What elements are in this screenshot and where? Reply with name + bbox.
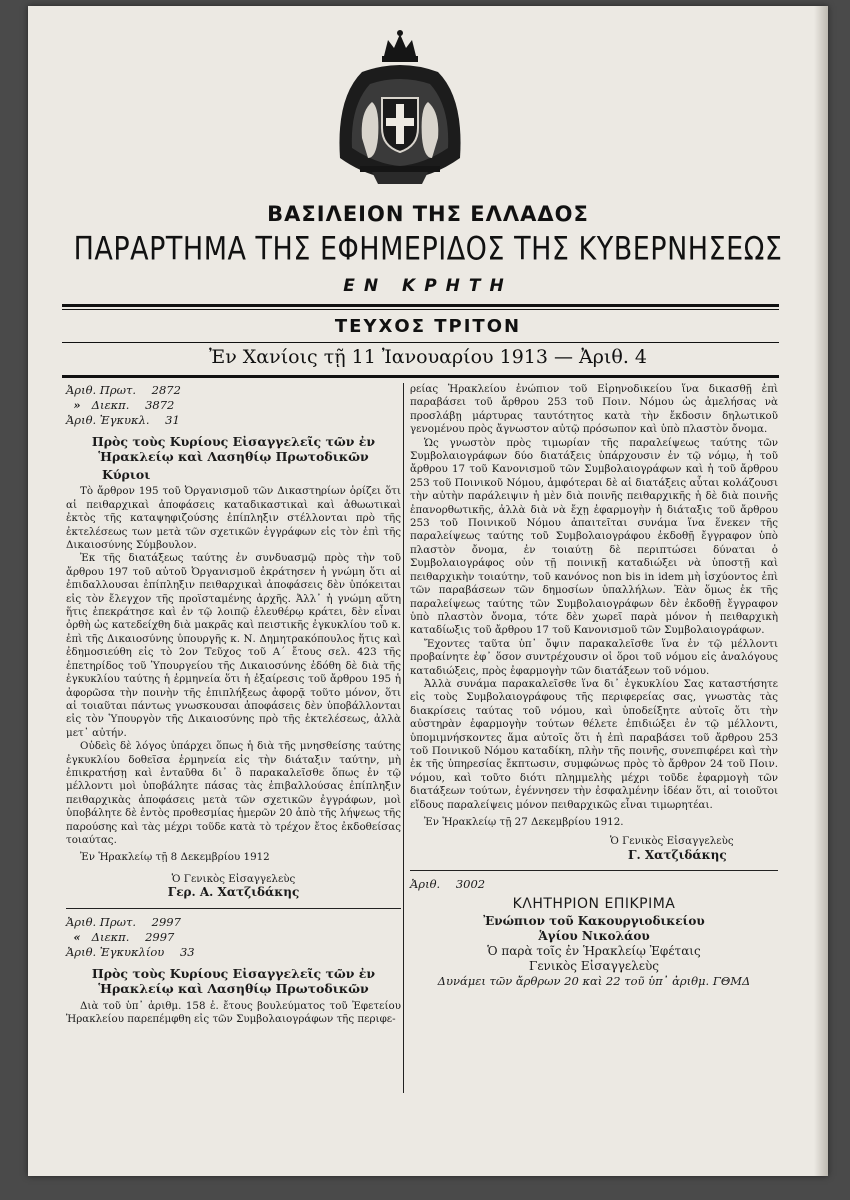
- signature-name: Γερ. Α. Χατζιδάκης: [167, 885, 300, 900]
- reference-protocol: Ἀριθ. Πρωτ. 2872: [66, 383, 181, 397]
- signature-role: Ὁ Γενικὸς Εἰσαγγελεὺς: [610, 835, 734, 848]
- issue-rule: [62, 342, 779, 343]
- masthead-rule: [62, 304, 779, 307]
- reference-dispatch: « Διεκπ. 2997: [73, 929, 175, 944]
- circular-addressee: Πρὸς τοὺς Κυρίους Εἰσαγγελεῖς τῶν ἐν Ἡρακλείῳ καὶ Λασηθίῳ Πρωτοδικῶν: [91, 965, 376, 996]
- body-paragraph: Ὡς γνωστὸν πρὸς τιμωρίαν τῆς παραλείψεως ταύτης τῶν Συμβολαιογράφων δύο διατάξεις ὑπάρχουσιν ἐν τῷ νόμῳ, ἡ τοῦ ἄρθρου 17 τοῦ Κανονισμοῦ τῶν Συμβολαιογράφων καὶ ἡ τοῦ ἄρθρου 253 τοῦ Ποινικοῦ Νόμου, ἀμφότεραι δὲ αἱ διατάξεις αὗται κολάζουσι τὴν αὐτὴν παράλειψιν ἡ μὲν διὰ ποινῆς πειθαρχικῆς ἡ δὲ διὰ ποινῆς ἐπανορθωτικῆς, ἀλλὰ διὰ νὰ ἔχῃ ἐφαρμογὴν ἡ διάταξις τοῦ ἄρθρου 253 τοῦ Ποινικοῦ Νόμου ἀπαιτεῖται συνάμα ἵνα ἕνεκεν τῆς παραλείψεως ταύτης τοῦ Συμβολαιογράφου ἐκδοθῇ ἔγγραφον ὑπὸ πλαστὸν ὄνομα, ἐν τοιαύτῃ δὲ περιπτώσει δύναται ὁ Συμβολαιογράφος οὐν τῇ ποινικῇ καταδιώξει νὰ ὑποστῇ καὶ πειθαρχικὴν τοιαύτην, τοῦ κανόνος non bis in idem μὴ ἰσχύοντος ἐπὶ τῶν παραβάσεων τῶν δημοσίων ὑπαλλήλων. Ἐὰν ὅμως ἐκ τῆς παραλείψεως ταύτης τῶν Συμβολαιογράφων δὲν ἐκδοθῇ ἔγγραφον ὑπὸ πλαστὸν ὄνομα, τότε δὲν χωρεῖ παρὰ μόνον ἡ πειθαρχικὴ καταδίωξις τοῦ ἄρθρου 17 τοῦ Κανονισμοῦ τῶν Συμβολαιογράφων.: [410, 436, 778, 637]
- court-line: Ἐνώπιον τοῦ Κακουργιοδικείου: [483, 913, 705, 928]
- body-paragraph: ρείας Ἡρακλείου ἐνώπιον τοῦ Εἰρηνοδικείου ἵνα δικασθῇ ἐπὶ παραβάσει τοῦ ἄρθρου 253 τοῦ Ποιν. Νόμου ὡς ἀμελήσας νὰ προσλάβῃ μάρτυρας ταυτότητος κατὰ τὴν ἔκδοσιν δηλωτικοῦ γενομένου πρὸς ἄγνωστον αὐτῷ πρόσωπον καὶ ὑπὸ πλαστὸν ὄνομα.: [410, 383, 778, 436]
- body-paragraph: Τὸ ἄρθρον 195 τοῦ Ὀργανισμοῦ τῶν Δικαστηρίων ὁρίζει ὅτι αἱ πειθαρχικαὶ ἀποφάσεις καταδικαστικαὶ καὶ ἀθωωτικαὶ ἐκτὸς τῆς καταψηφιζούσης ἐπίπληξιν στέλλονται πρὸ τῆς ἐκτελέσεως των μετὰ τῶν σχετικῶν ἐγγράφων εἰς τὸν ἐπὶ τῆς Δικαιοσύνης Σύμβουλον.: [66, 485, 401, 552]
- left-column: [66, 383, 401, 1026]
- legal-basis-line: Δυνάμει τῶν ἄρθρων 20 καὶ 22 τοῦ ὑπ᾽ ἀριθμ. ΓΘΜΔ: [437, 973, 751, 988]
- prosecutor-line: Γενικὸς Εἰσαγγελεὺς: [529, 958, 659, 973]
- body-paragraph: Διὰ τοῦ ὑπ᾽ ἀριθμ. 158 ἐ. ἔτους βουλεύματος τοῦ Ἐφετείου Ἡρακλείου παρεπέμφθη εἰς τῶν Συμβολαιογράφων τῆς περιφε-: [66, 999, 401, 1025]
- masthead-rule-thin: [62, 309, 779, 310]
- body-paragraph: Ἀλλὰ συνάμα παρακαλεῖσθε ἵνα δι᾽ ἐγκυκλίου Σας καταστήσητε εἰς τοὺς Συμβολαιογράφους τῆς περιφερείας σας, γνωστὰς τὰς διακρίσεις ταύτας τοῦ νόμου, καὶ ὑποδείξητε αὐτοῖς ὅτι τὴν αὐστηρὰν ἐφαρμογὴν τούτων θέλετε ἐπιδιώξει ἐν τῷ μέλλοντι, ὑπομιμνήσκοντες ἅμα αὐτοῖς ὅτι ἡ ἐπὶ παραβάσει τοῦ ἄρθρου 253 τοῦ Ποινικοῦ Νόμου καταδίκη, πλὴν τῆς ποινῆς, συνεπιφέρει καὶ τὴν ἐκ τῆς ὑπηρεσίας ἔκπτωσιν, συμφώνως πρὸς τὸ ἄρθρον 24 τοῦ Ποιν. νόμου, καὶ τοῦτο διότι πλημμελὴς μέχρι τοῦδε ἐφαρμογὴ τῶν διατάξεων τούτων, ἐγέννησεν τὴν ἐσφαλμένην ἰδέαν ὅτι, αἱ τοιοῦτοι εἴδους παραλείψεις μόνον πειθαρχικῶς εἶναι τιμωρητέαι.: [410, 677, 778, 811]
- royal-coat-of-arms-icon: [332, 28, 468, 198]
- signature-role: Ὁ Γενικὸς Εἰσαγγελεὺς: [171, 872, 296, 885]
- page-edge-shadow: [814, 6, 828, 1176]
- reference-circular: Ἀριθ. Ἐγκυκλίου 33: [66, 944, 195, 959]
- court-line: Ἁγίου Νικολάου: [538, 928, 650, 943]
- salutation: Κύριοι: [102, 467, 151, 482]
- circular-addressee: Πρὸς τοὺς Κυρίους Εἰσαγγελεῖς τῶν ἐν Ἡρακλείῳ καὶ Λασηθίῳ Πρωτοδικῶν: [91, 434, 376, 464]
- gazette-title: ΠΑΡΑΡΤΗΜΑ ΤΗΣ ΕΦΗΜΕΡΙΔΟΣ ΤΗΣ ΚΥΒΕΡΝΗΣΕΩΣ: [73, 231, 783, 268]
- circular-date: Ἐν Ἡρακλείῳ τῇ 27 Δεκεμβρίου 1912.: [424, 816, 624, 828]
- kingdom-heading: ΒΑΣΙΛΕΙΟΝ ΤΗΣ ΕΛΛΑΔΟΣ: [267, 202, 589, 226]
- dateline: Ἐν Χανίοις τῇ 11 Ἰανουαρίου 1913 — Ἀριθ. 4: [208, 346, 647, 368]
- gazette-page: [28, 6, 828, 1176]
- reference-number: Ἀριθ. 3002: [410, 877, 486, 892]
- reference-dispatch: » Διεκπ. 3872: [73, 398, 175, 412]
- circular-date: Ἐν Ἡρακλείῳ τῇ 8 Δεκεμβρίου 1912: [80, 851, 270, 864]
- summons-title: ΚΛΗΤΗΡΙΟΝ ΕΠΙΚΡΙΜΑ: [512, 896, 676, 913]
- signature-name: Γ. Χατζιδάκης: [628, 847, 727, 862]
- dateline-rule: [62, 375, 779, 378]
- section-divider: [66, 908, 401, 909]
- reference-protocol: Ἀριθ. Πρωτ. 2997: [66, 914, 181, 929]
- prosecutor-line: Ὁ παρὰ τοῖς ἐν Ἡρακλείῳ Ἐφέταις: [487, 943, 701, 958]
- issue-heading: ΤΕΥΧΟΣ ΤΡΙΤΟΝ: [334, 316, 522, 337]
- body-paragraph: Ἐκ τῆς διατάξεως ταύτης ἐν συνδυασμῷ πρὸς τὴν τοῦ ἄρθρου 197 τοῦ αὐτοῦ Ὀργανισμοῦ ἐκράτησεν ἡ γνώμη ὅτι αἱ ἐπιδαλλουσαι ἐπίπληξιν πειθαρχικαὶ ἀποφάσεις δὲν ὑπόκειται εἰς τὸν ἔλεγχον τῆς προϊσταμένης ἀρχῆς. Ἀλλ᾽ ἡ γνώμη αὕτη ἥτις ἐπεκράτησε καὶ ἐν τῷ λοιπῷ ἐλευθέρῳ κράτει, δὲν εἶναι ὀρθὴ ὡς κατεδείχθη διὰ μακρᾶς καὶ πειστικῆς ἐγκυκλίου τοῦ κ. ἐπὶ τῆς Δικαιοσύνης ὑπουργῆς κ. Ν. Δημητρακόπουλος ἥτις καὶ ἐδημοσιεύθη εἰς τὸ 2ον Τεῦχος τοῦ Α΄ ἔτους σελ. 423 τῆς ἐπετηρίδος τοῦ Ὑπουργείου τῆς Δικαιοσύνης ἐδόθη δὲ διὰ τῆς ἐγκυκλίου ταύτης ἡ ἑρμηνεία ὅτι ἡ ἐξαίρεσις τοῦ ἄρθρου 195 ἡ ἀφορῶσα τὴν ποινὴν τῆς ἐπιπλήξεως ἀφορᾷ τοῦτο μόνον, ὅτι αἱ τοιαῦται πάντως γνωσκουσαι ἀποφάσεις δὲν ὑποβάλλονται εἰς τὸν Ὑπουργὸν τῆς Δικαιοσύνης πρὸ τῆς ἐκτελέσεως, ἀλλὰ μετ᾽ αὐτήν.: [66, 552, 401, 739]
- right-column: [410, 383, 778, 989]
- region-heading: ΕΝ ΚΡΗΤΗ: [343, 276, 513, 296]
- body-paragraph: Οὐδεὶς δὲ λόγος ὑπάρχει ὅπως ἡ διὰ τῆς μνησθείσης ταύτης ἐγκυκλίου δοθεῖσα ἑρμηνεία εἰς τὴν διάταξιν ταύτην, μὴ ἐπικρατήσῃ καὶ ἐνταῦθα δι᾽ ὃ παρακαλεῖσθε ὅπως ἐν τῷ μέλλοντι μοὶ ὑποβάλητε πάσας τὰς ἐπιβαλλούσας ἐπίπληξιν πειθαρχικὰς ἀποφάσεις μετὰ τῶν σχετικῶν ἐγγράφων, μοὶ ὑποβάλητε δὲ ἐντὸς προθεσμίας ἡμερῶν 20 ἀπὸ τῆς λήψεως τῆς παρούσης καὶ τὰς μέχρι τοῦδε κατὰ τὸ τρέχον ἔτος ἐκδοθείσας τοιαύτας.: [66, 740, 401, 846]
- reference-circular: Ἀριθ. Ἐγκυκλ. 31: [66, 413, 180, 427]
- body-paragraph: Ἔχοντες ταῦτα ὑπ᾽ ὄψιν παρακαλεῖσθε ἵνα ἐν τῷ μέλλοντι προβαίνητε ἐφ᾽ ὅσον συντρέχουσιν οἱ ὅροι τοῦ νόμου εἰς ἀναλόγους καταδιώξεις, πρὸς ἐφαρμογὴν τῶν διατάξεων τοῦ νόμου.: [410, 637, 778, 677]
- section-divider: [410, 870, 778, 871]
- column-divider: [403, 383, 404, 1093]
